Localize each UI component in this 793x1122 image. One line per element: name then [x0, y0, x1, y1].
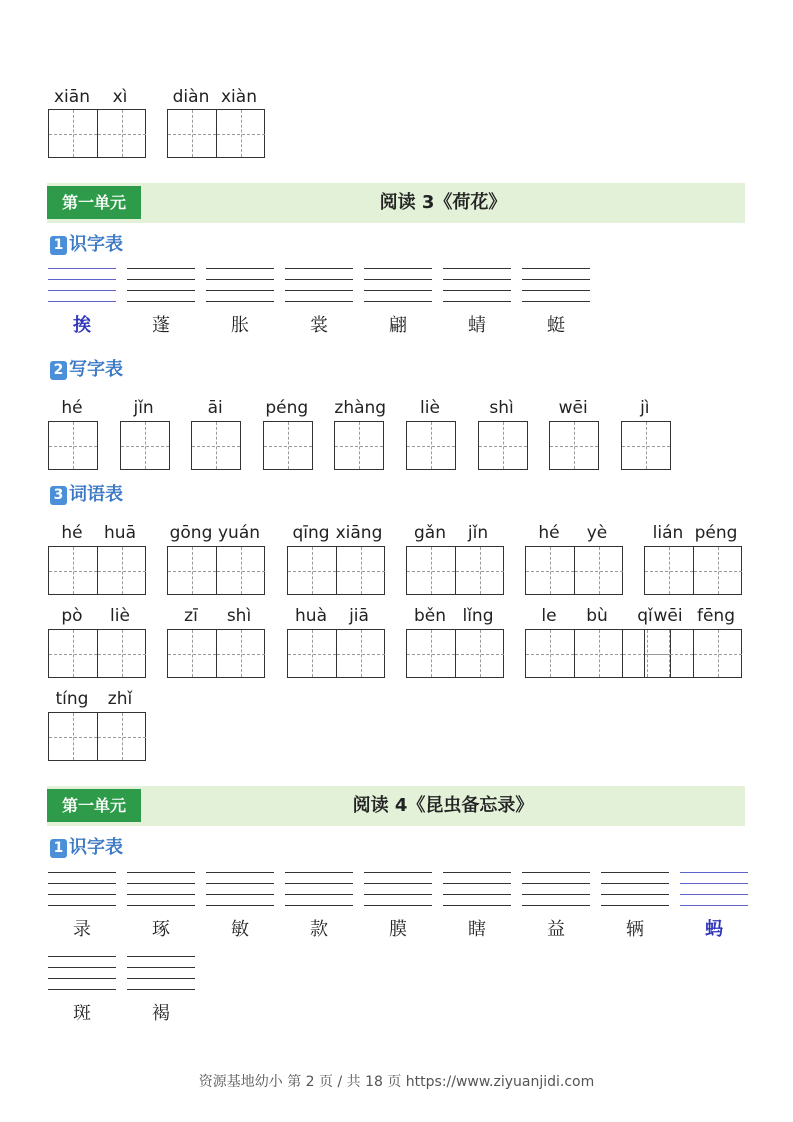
- pinyin-writing-lines: [206, 872, 274, 908]
- pinyin: liè: [110, 606, 130, 626]
- unit-banner: [47, 786, 745, 826]
- pinyin: péng: [265, 398, 309, 418]
- grid-cell: [622, 422, 670, 469]
- writing-grid: [167, 546, 265, 595]
- unit-tag: 第一单元: [47, 186, 141, 219]
- pinyin: jǐn: [467, 523, 489, 543]
- hanzi-char: 辆: [626, 919, 644, 940]
- pinyin-writing-lines: [601, 872, 669, 908]
- pinyin: fēng: [696, 606, 735, 626]
- pinyin: huā: [104, 523, 136, 543]
- hanzi-char: 瞎: [468, 919, 486, 940]
- hanzi-char: 褐: [152, 1003, 170, 1024]
- grid-cell: [693, 630, 742, 677]
- pinyin: hé: [61, 523, 83, 543]
- pinyin: jiā: [349, 606, 369, 626]
- writing-grid: [406, 421, 456, 470]
- grid-cell: [49, 630, 97, 677]
- writing-grid: [120, 421, 170, 470]
- grid-cell: [288, 630, 336, 677]
- section-number: 3: [50, 486, 67, 505]
- unit-banner: [47, 183, 745, 223]
- lesson-title: 阅读 3《荷花》: [379, 192, 507, 213]
- writing-grid: [48, 421, 98, 470]
- writing-grid: [334, 421, 384, 470]
- writing-grid: [644, 629, 742, 678]
- grid-cell: [407, 547, 455, 594]
- grid-cell: [455, 630, 504, 677]
- writing-grid: [549, 421, 599, 470]
- pinyin: liè: [420, 398, 440, 418]
- hanzi-char: 益: [547, 919, 565, 940]
- hanzi-char: 翩: [389, 315, 407, 336]
- hanzi-char: 蜻: [468, 315, 486, 336]
- hanzi-char: 琢: [152, 919, 170, 940]
- pinyin: gōng: [169, 523, 213, 543]
- pinyin: zhǐ: [107, 689, 133, 709]
- writing-grid: [287, 546, 385, 595]
- writing-grid: [287, 629, 385, 678]
- hanzi-char: 蚂: [705, 919, 723, 940]
- grid-cell: [336, 547, 385, 594]
- grid-cell: [168, 630, 216, 677]
- pinyin-writing-lines: [48, 956, 116, 992]
- pinyin: tíng: [55, 689, 89, 709]
- pinyin: le: [541, 606, 557, 626]
- writing-grid: [621, 421, 671, 470]
- grid-cell: [121, 422, 169, 469]
- section-number: 1: [50, 839, 67, 858]
- page-footer: 资源基地幼小 第 2 页 / 共 18 页 https://www.ziyuanjidi.com: [198, 1074, 595, 1090]
- section-heading-xiezi: [50, 359, 123, 381]
- grid-cell: [168, 547, 216, 594]
- pinyin: hé: [61, 398, 83, 418]
- pinyin-writing-lines: [48, 268, 116, 304]
- grid-cell: [526, 547, 574, 594]
- pinyin-writing-lines: [285, 268, 353, 304]
- pinyin-writing-lines: [285, 872, 353, 908]
- hanzi-char: 蓬: [152, 315, 170, 336]
- grid-cell: [407, 630, 455, 677]
- writing-grid: [263, 421, 313, 470]
- pinyin-writing-lines: [127, 872, 195, 908]
- grid-cell: [526, 630, 574, 677]
- grid-cell: [645, 547, 693, 594]
- grid-cell: [49, 547, 97, 594]
- grid-cell: [49, 713, 97, 760]
- pinyin: shì: [226, 606, 252, 626]
- pinyin-writing-lines: [364, 872, 432, 908]
- hanzi-char: 敏: [231, 919, 249, 940]
- section-heading-shizi: [50, 234, 123, 256]
- writing-grid: [167, 629, 265, 678]
- pinyin-writing-lines: [127, 956, 195, 992]
- pinyin-writing-lines: [127, 268, 195, 304]
- grid-cell: [192, 422, 240, 469]
- hanzi-char: 款: [310, 919, 328, 940]
- pinyin-writing-lines: [443, 268, 511, 304]
- pinyin: diàn: [172, 87, 210, 107]
- hanzi-char: 录: [73, 919, 91, 940]
- section-label: 识字表: [69, 234, 123, 255]
- writing-grid: [191, 421, 241, 470]
- grid-cell: [479, 422, 527, 469]
- hanzi-char: 蜓: [547, 315, 565, 336]
- grid-cell: [97, 630, 146, 677]
- hanzi-char: 斑: [73, 1003, 91, 1024]
- writing-grid: [167, 109, 265, 158]
- writing-grid: [406, 629, 504, 678]
- pinyin: shì: [489, 398, 514, 418]
- writing-grid: [48, 712, 146, 761]
- pinyin: āi: [207, 398, 223, 418]
- pinyin-writing-lines: [680, 872, 748, 908]
- section-heading-shizi: [50, 837, 123, 859]
- writing-grid: [48, 629, 146, 678]
- section-number: 2: [50, 361, 67, 380]
- hanzi-char: 膜: [389, 919, 407, 940]
- pinyin-writing-lines: [48, 872, 116, 908]
- pinyin-writing-lines: [206, 268, 274, 304]
- grid-cell: [49, 422, 97, 469]
- pinyin: lǐng: [462, 606, 494, 626]
- lesson-title: 阅读 4《昆虫备忘录》: [352, 795, 534, 816]
- writing-grid: [478, 421, 528, 470]
- writing-grid: [48, 546, 146, 595]
- pinyin: yè: [586, 523, 608, 543]
- grid-cell: [97, 547, 146, 594]
- grid-cell: [97, 713, 146, 760]
- pinyin: jǐn: [133, 398, 154, 418]
- pinyin: yuán: [217, 523, 261, 543]
- pinyin: zī: [184, 606, 198, 626]
- pinyin: bù: [586, 606, 608, 626]
- grid-cell: [336, 630, 385, 677]
- writing-grid: [525, 546, 623, 595]
- hanzi-char: 胀: [231, 315, 249, 336]
- pinyin: běn: [413, 606, 447, 626]
- pinyin: wēi: [653, 606, 683, 626]
- grid-cell: [455, 547, 504, 594]
- pinyin-writing-lines: [522, 268, 590, 304]
- writing-grid: [644, 546, 742, 595]
- pinyin: xì: [112, 87, 128, 107]
- unit-tag: 第一单元: [47, 789, 141, 822]
- pinyin: hé: [538, 523, 560, 543]
- pinyin: qīng: [292, 523, 330, 543]
- pinyin: wēi: [558, 398, 588, 418]
- grid-cell: [550, 422, 598, 469]
- hanzi-char: 挨: [73, 315, 91, 336]
- writing-grid: [406, 546, 504, 595]
- grid-cell: [216, 630, 265, 677]
- pinyin-writing-lines: [443, 872, 511, 908]
- grid-cell: [264, 422, 312, 469]
- hanzi-char: 裳: [310, 315, 328, 336]
- pinyin: qǐ: [637, 606, 653, 626]
- section-number: 1: [50, 236, 67, 255]
- grid-cell: [335, 422, 383, 469]
- grid-cell: [407, 422, 455, 469]
- grid-cell: [216, 547, 265, 594]
- grid-cell: [574, 630, 623, 677]
- pinyin: pò: [61, 606, 83, 626]
- pinyin-writing-lines: [522, 872, 590, 908]
- grid-cell: [288, 547, 336, 594]
- pinyin: xiàn: [221, 87, 257, 107]
- pinyin: huà: [295, 606, 327, 626]
- pinyin: jì: [640, 398, 650, 418]
- section-heading-ciyu: [50, 484, 123, 506]
- section-label: 写字表: [69, 359, 123, 380]
- pinyin: xiān: [54, 87, 90, 107]
- pinyin: lián: [652, 523, 684, 543]
- pinyin: gǎn: [414, 523, 446, 543]
- pinyin: péng: [694, 523, 738, 543]
- grid-cell: [693, 547, 742, 594]
- pinyin: zhàng: [334, 398, 387, 418]
- grid-cell: [645, 630, 693, 677]
- section-label: 词语表: [69, 484, 123, 505]
- pinyin: xiāng: [335, 523, 383, 543]
- writing-grid: [48, 109, 146, 158]
- grid-cell: [574, 547, 623, 594]
- pinyin-writing-lines: [364, 268, 432, 304]
- section-label: 识字表: [69, 837, 123, 858]
